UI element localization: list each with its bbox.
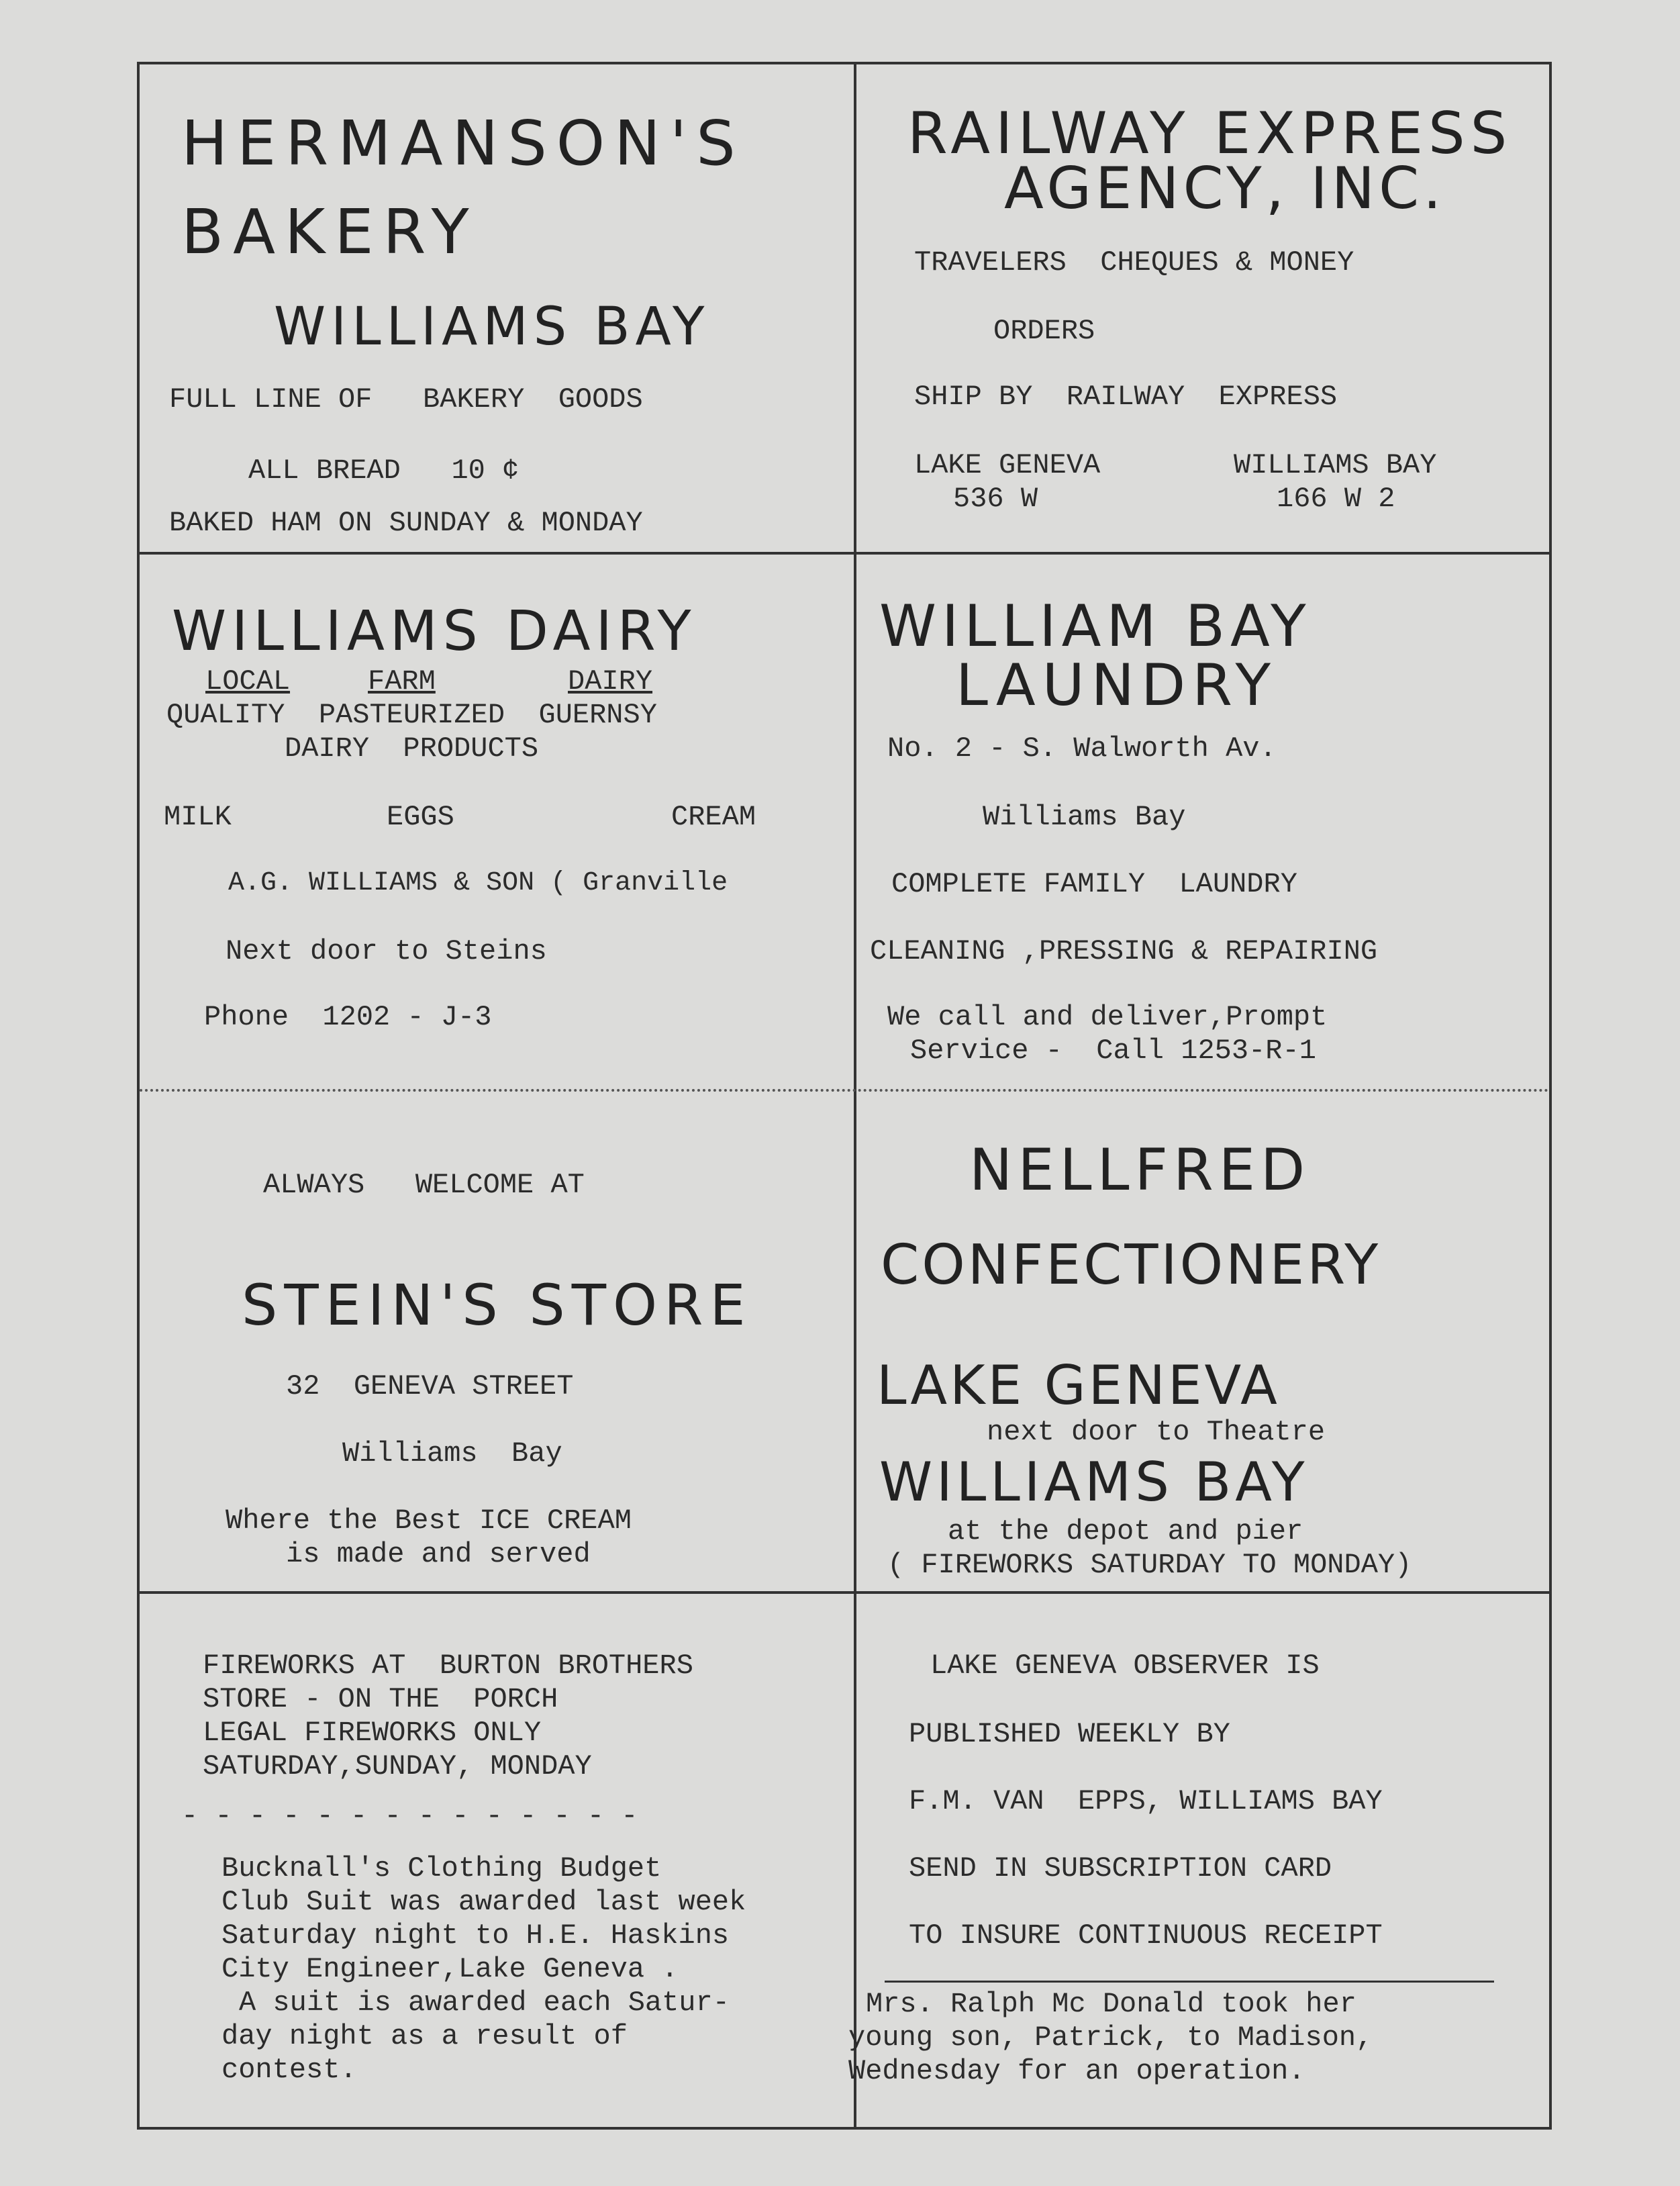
hermanson-title: HERMANSON'S — [181, 107, 745, 179]
stein-address: 32 GENEVA STREET — [286, 1370, 574, 1403]
bucknall-line-1: Bucknall's Clothing Budget — [221, 1852, 662, 1885]
stein-title: STEIN'S STORE — [242, 1272, 752, 1338]
row-divider-1 — [140, 552, 1549, 555]
stein-line-1: Where the Best ICE CREAM — [226, 1505, 632, 1537]
railway-right-place: WILLIAMS BAY — [1234, 449, 1437, 481]
bucknall-line-3: Saturday night to H.E. Haskins — [221, 1919, 730, 1952]
dairy-line-2: DAIRY PRODUCTS — [285, 732, 539, 765]
bakery-location: WILLIAMS BAY — [274, 297, 710, 357]
mcdonald-line-3: Wednesday for an operation. — [848, 2055, 1305, 2087]
railway-line-2: ORDERS — [993, 315, 1095, 347]
agency-title: AGENCY, INC. — [1004, 155, 1446, 222]
burton-line-3: LEGAL FIREWORKS ONLY — [203, 1717, 542, 1749]
dairy-product-eggs: EGGS — [387, 801, 454, 833]
stein-welcome: ALWAYS WELCOME AT — [263, 1169, 585, 1201]
observer-line-1: LAKE GENEVA OBSERVER IS — [930, 1650, 1320, 1682]
observer-rule — [885, 1981, 1494, 1983]
bucknall-line-6: day night as a result of — [221, 2020, 628, 2052]
dairy-sub-local: LOCAL — [205, 665, 291, 698]
observer-line-5: TO INSURE CONTINUOUS RECEIPT — [909, 1919, 1383, 1952]
laundry-town: Williams Bay — [983, 801, 1186, 833]
observer-line-4: SEND IN SUBSCRIPTION CARD — [909, 1852, 1332, 1885]
bucknall-line-5: A suit is awarded each Satur- — [239, 1987, 730, 2019]
bakery-line-2: ALL BREAD 10 ¢ — [248, 455, 520, 487]
dairy-sub-dairy: DAIRY — [568, 665, 653, 698]
laundry-address: No. 2 - S. Walworth Av. — [887, 732, 1277, 765]
mcdonald-line-1: Mrs. Ralph Mc Donald took her — [866, 1988, 1356, 2020]
nellfred-place-2: WILLIAMS BAY — [879, 1451, 1309, 1513]
burton-line-2: STORE - ON THE PORCH — [203, 1683, 558, 1715]
nellfred-place-1-note: next door to Theatre — [987, 1416, 1326, 1448]
railway-line-3: SHIP BY RAILWAY EXPRESS — [914, 381, 1338, 413]
column-divider — [854, 64, 856, 2127]
bakery-line-3: BAKED HAM ON SUNDAY & MONDAY — [169, 507, 643, 539]
laundry-title-2: LAUNDRY — [956, 652, 1278, 719]
stein-town: Williams Bay — [342, 1437, 562, 1470]
railway-left-phone: 536 W — [953, 483, 1038, 515]
bakery-line-1: FULL LINE OF BAKERY GOODS — [169, 383, 643, 416]
burton-line-4: SATURDAY,SUNDAY, MONDAY — [203, 1750, 592, 1783]
observer-line-2: PUBLISHED WEEKLY BY — [909, 1718, 1230, 1750]
dairy-product-cream: CREAM — [671, 801, 756, 833]
bucknall-line-7: contest. — [221, 2054, 357, 2086]
confectionery-title: CONFECTIONERY — [881, 1233, 1381, 1297]
bakery-title: BAKERY — [181, 196, 479, 268]
dairy-next-door: Next door to Steins — [226, 935, 547, 967]
burton-divider: - - - - - - - - - - - - - - — [181, 1800, 638, 1832]
railway-title: RAILWAY EXPRESS — [907, 100, 1513, 167]
railway-line-1: TRAVELERS CHEQUES & MONEY — [914, 246, 1354, 279]
mcdonald-line-2: young son, Patrick, to Madison, — [848, 2022, 1373, 2054]
nellfred-place-2-note: at the depot and pier — [948, 1515, 1303, 1548]
railway-right-phone: 166 W 2 — [1277, 483, 1395, 515]
burton-line-1: FIREWORKS AT BURTON BROTHERS — [203, 1650, 693, 1682]
dairy-product-milk: MILK — [164, 801, 232, 833]
laundry-line-2: CLEANING ,PRESSING & REPAIRING — [870, 935, 1378, 967]
row-divider-2 — [140, 1089, 1549, 1092]
stein-line-2: is made and served — [286, 1538, 591, 1570]
bucknall-line-2: Club Suit was awarded last week — [221, 1886, 746, 1918]
laundry-line-4: Service - Call 1253-R-1 — [910, 1035, 1316, 1067]
laundry-title-1: WILLIAM BAY — [879, 593, 1312, 660]
bucknall-line-4: City Engineer,Lake Geneva . — [221, 1953, 679, 1985]
laundry-line-1: COMPLETE FAMILY LAUNDRY — [891, 868, 1297, 900]
railway-left-place: LAKE GENEVA — [914, 449, 1101, 481]
laundry-line-3: We call and deliver,Prompt — [887, 1001, 1328, 1033]
dairy-line-1: QUALITY PASTEURIZED GUERNSY — [166, 699, 657, 731]
observer-line-3: F.M. VAN EPPS, WILLIAMS BAY — [909, 1785, 1383, 1817]
dairy-phone: Phone 1202 - J-3 — [204, 1001, 492, 1033]
row-divider-3 — [140, 1591, 1549, 1594]
dairy-title: WILLIAMS DAIRY — [172, 600, 697, 663]
dairy-owner: A.G. WILLIAMS & SON ( Granville — [228, 868, 728, 898]
dairy-sub-farm: FARM — [368, 665, 436, 698]
nellfred-title: NELLFRED — [969, 1137, 1311, 1204]
nellfred-place-1: LAKE GENEVA — [877, 1354, 1280, 1417]
nellfred-fireworks: ( FIREWORKS SATURDAY TO MONDAY) — [887, 1549, 1412, 1581]
